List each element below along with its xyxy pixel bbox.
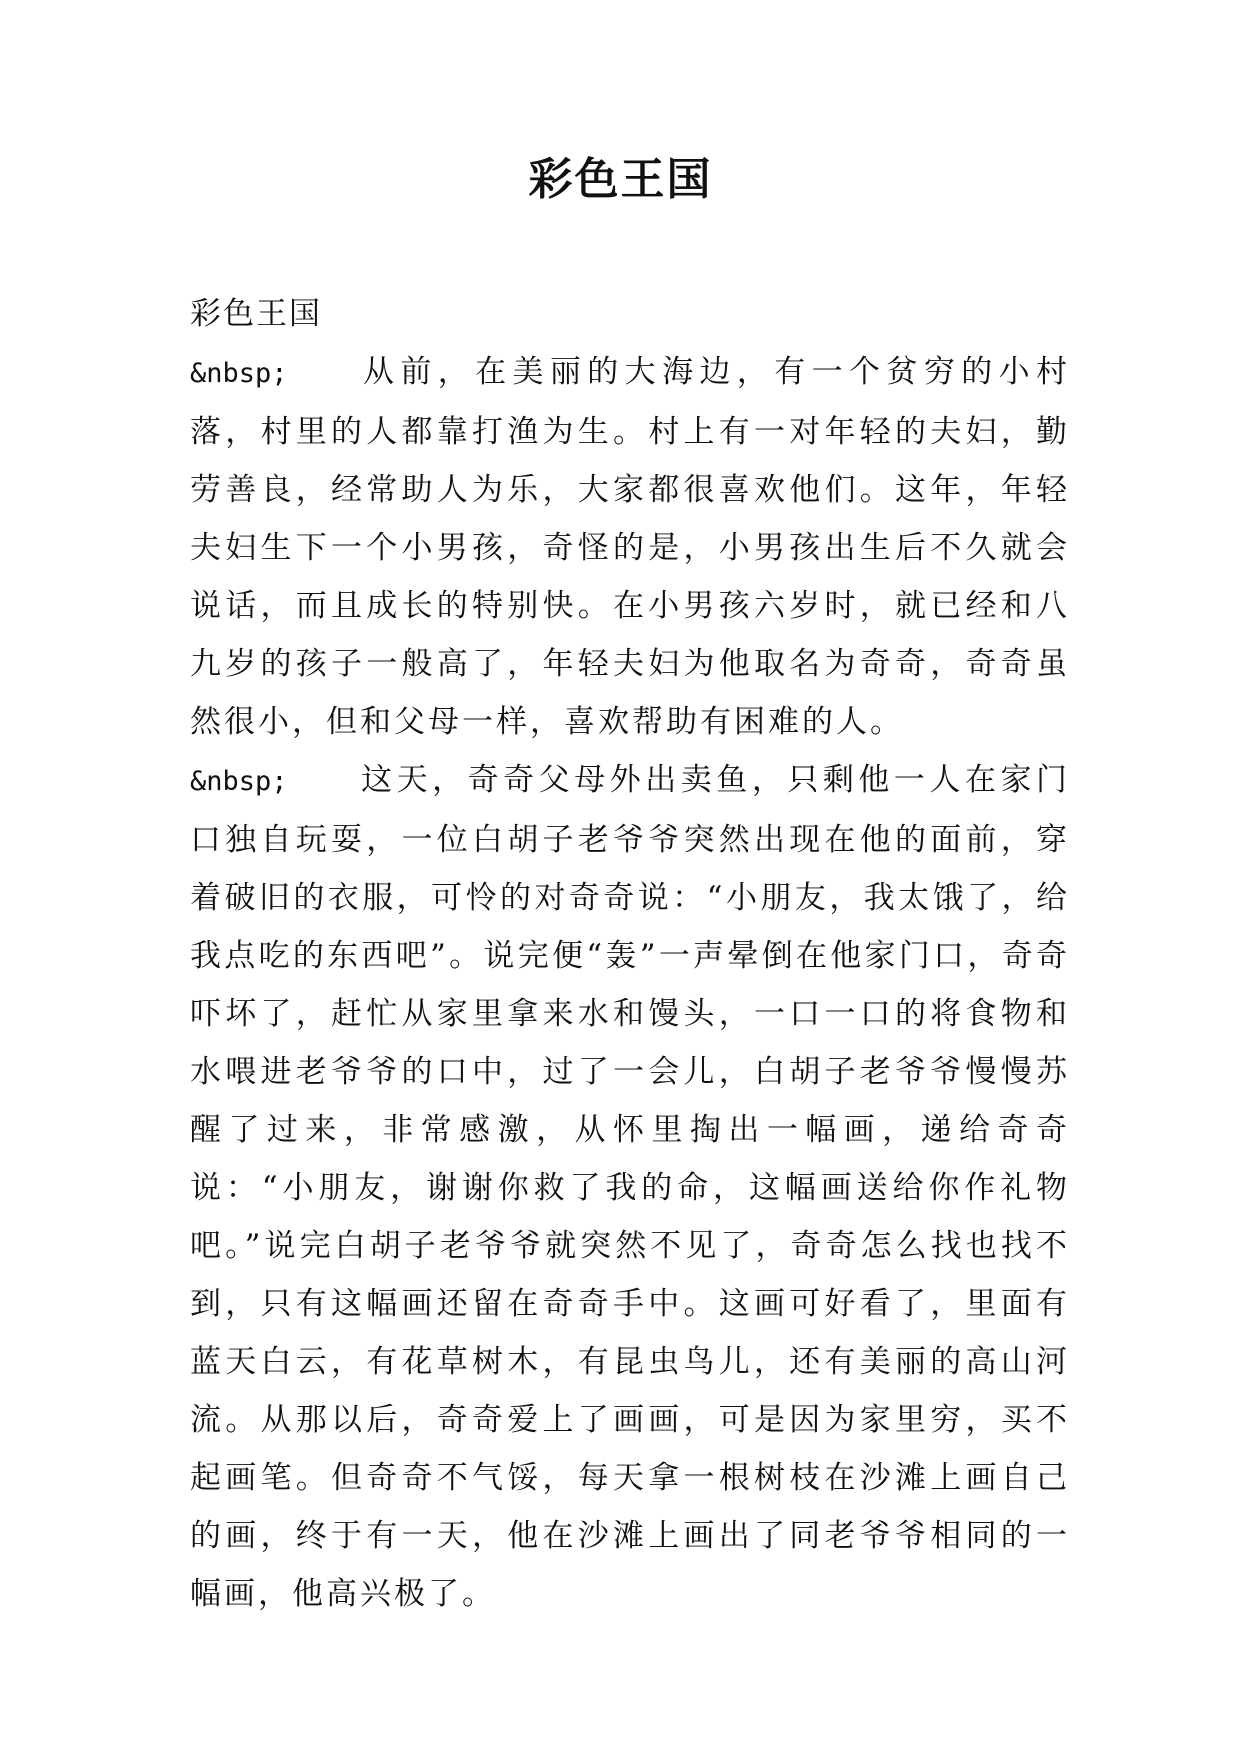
paragraph	[190, 751, 1070, 1623]
paragraph	[190, 343, 1070, 751]
document-title: 彩色王国	[528, 154, 713, 205]
document-body	[190, 285, 1070, 1623]
document-subtitle: 彩色王国	[190, 296, 322, 332]
paragraph-text: 从前，在美丽的大海边，有一个贫穷的小村落，村里的人都靠打渔为生。村上有一对年轻的夫妇，勤劳善良，经常助人为乐，大家都很喜欢他们。这年，年轻夫妇生下一个小男孩，奇怪的是，小男孩出生后不久就会说话，而且成长的特别快。在小男孩六岁时，就已经和八九岁的孩子一般高了，年轻夫妇为他取名为奇奇，奇奇虽然很小，但和父母一样，喜欢帮助有困难的人。	[190, 354, 1070, 740]
nbsp-literal: &nbsp;	[190, 358, 288, 389]
paragraph-text: 这天，奇奇父母外出卖鱼，只剩他一人在家门口独自玩耍，一位白胡子老爷爷突然出现在他的面前，穿着破旧的衣服，可怜的对奇奇说：“小朋友，我太饿了，给我点吃的东西吧”。说完便“轰”一声晕倒在他家门口，奇奇吓坏了，赶忙从家里拿来水和馒头，一口一口的将食物和水喂进老爷爷的口中，过了一会儿，白胡子老爷爷慢慢苏醒了过来，非常感激，从怀里掏出一幅画，递给奇奇说：“小朋友，谢谢你救了我的命，这幅画送给你作礼物吧。”说完白胡子老爷爷就突然不见了，奇奇怎么找也找不到，只有这幅画还留在奇奇手中。这画可好看了，里面有蓝天白云，有花草树木，有昆虫鸟儿，还有美丽的高山河流。从那以后，奇奇爱上了画画，可是因为家里穷，买不起画笔。但奇奇不气馁，每天拿一根树枝在沙滩上画自己的画，终于有一天，他在沙滩上画出了同老爷爷相同的一幅画，他高兴极了。	[190, 762, 1070, 1612]
nbsp-literal: &nbsp;	[190, 766, 288, 797]
